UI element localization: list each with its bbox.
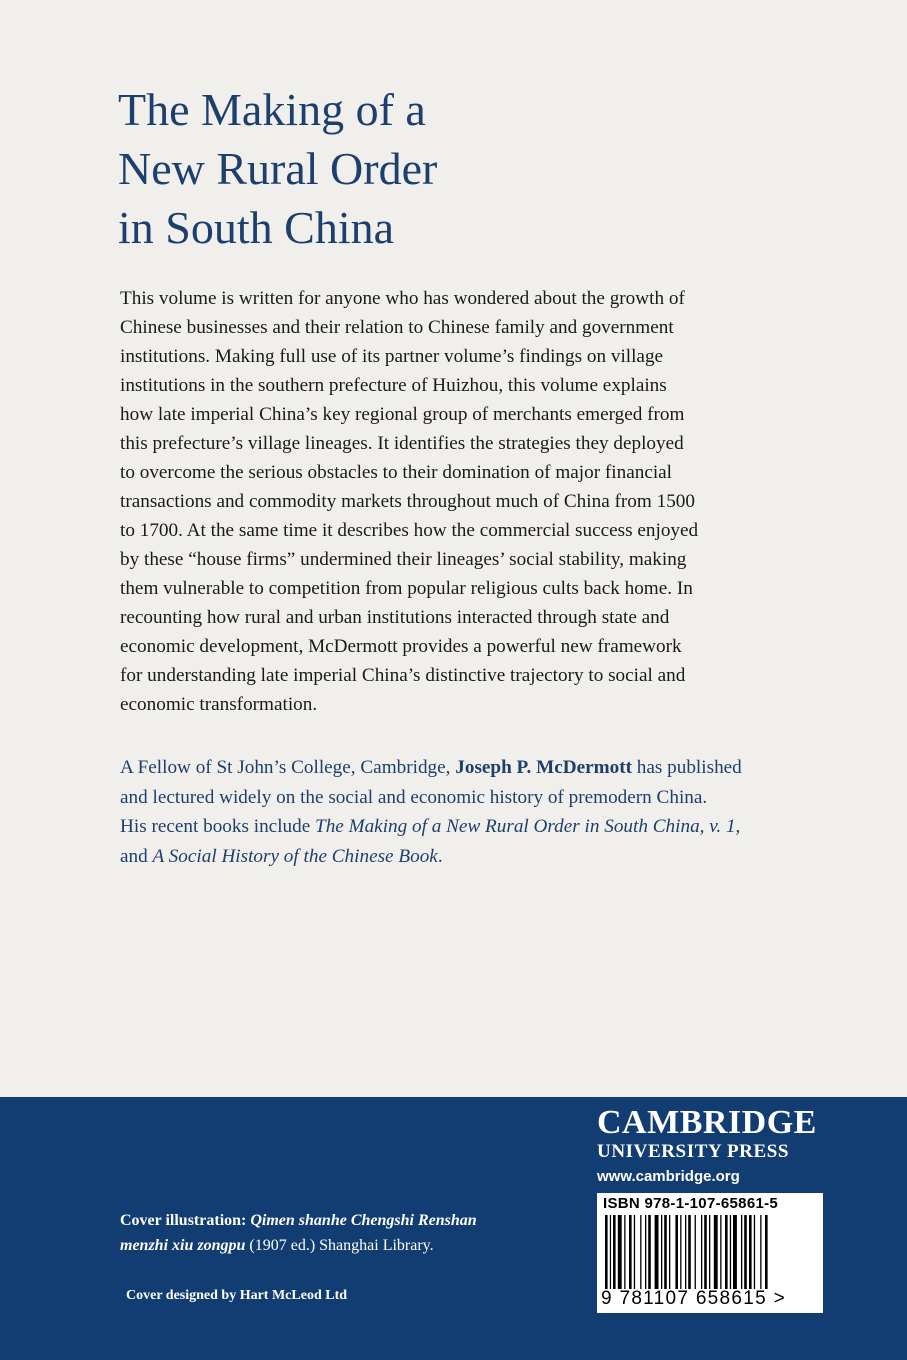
barcode-bar xyxy=(618,1215,622,1289)
author-name: Joseph P. McDermott xyxy=(455,757,632,778)
barcode-bar xyxy=(661,1215,662,1289)
credit-line xyxy=(120,1233,580,1258)
blurb-line: this prefecture’s village lineages. It identifies the strategies they deployed xyxy=(120,433,684,454)
publisher-url: www.cambridge.org xyxy=(597,1168,740,1185)
barcode-bar xyxy=(605,1215,608,1289)
publisher-name: CAMBRIDGE xyxy=(597,1104,817,1141)
book-description xyxy=(120,284,820,719)
barcode-bar xyxy=(624,1215,625,1289)
ean-digits: 9 781107 658615 > xyxy=(601,1288,786,1309)
barcode-bar xyxy=(760,1215,761,1289)
barcode-bar xyxy=(640,1215,641,1289)
blurb-line: to overcome the serious obstacles to their domination of major financial xyxy=(120,462,673,483)
barcode-bar xyxy=(701,1215,702,1289)
blurb-line: by these “house firms” undermined their lineages’ social stability, making xyxy=(120,549,687,570)
barcode-bar xyxy=(725,1215,728,1289)
blurb-line: them vulnerable to competition from popular religious cults back home. In xyxy=(120,578,693,599)
author-bio xyxy=(120,753,840,871)
book-title xyxy=(118,80,818,257)
barcode-bar xyxy=(610,1215,611,1289)
blurb-line: institutions. Making full use of its partner volume’s findings on village xyxy=(120,346,664,367)
book-title-ref: The Making of a New Rural Order in South China, v. 1 xyxy=(315,816,736,837)
barcode-bar xyxy=(733,1215,737,1289)
blurb-line: institutions in the southern prefecture of Huizhou, this volume explains xyxy=(120,375,667,396)
barcode-bar xyxy=(695,1215,696,1289)
blurb-line: for understanding late imperial China’s distinctive trajectory to social and xyxy=(120,665,686,686)
publisher-subname: UNIVERSITY PRESS xyxy=(597,1141,790,1162)
barcode-bar xyxy=(749,1215,752,1289)
title-line: in South China xyxy=(118,202,395,253)
barcode-bar xyxy=(714,1215,718,1289)
barcode-bar xyxy=(720,1215,721,1289)
cover-illustration-credit xyxy=(120,1208,580,1258)
bio-line xyxy=(120,812,840,842)
blurb-line: economic development, McDermott provides a powerful new framework xyxy=(120,636,682,657)
bio-text: A Fellow of St John’s College, Cambridge, xyxy=(120,757,456,778)
bio-text: . xyxy=(437,845,443,867)
publisher-band xyxy=(0,1097,907,1360)
isbn-label: ISBN 978-1-107-65861-5 xyxy=(603,1195,779,1212)
bio-text: has published xyxy=(631,757,742,778)
barcode-bar xyxy=(741,1215,742,1289)
blurb-line: Chinese businesses and their relation to Chinese family and government xyxy=(120,317,674,338)
blurb-line: This volume is written for anyone who has wondered about the growth of xyxy=(120,288,685,309)
blurb-line: how late imperial China’s key regional group of merchants emerged from xyxy=(120,404,685,425)
blurb-line: economic transformation. xyxy=(120,694,318,715)
barcode-bar xyxy=(648,1215,651,1289)
barcode-bar xyxy=(730,1215,731,1289)
title-line: New Rural Order xyxy=(118,143,438,194)
barcode-bar xyxy=(744,1215,747,1289)
credit-title: menzhi xiu zongpu xyxy=(120,1237,246,1254)
barcode-bar xyxy=(669,1215,670,1289)
credit-label: Cover illustration: xyxy=(120,1212,251,1229)
bio-line xyxy=(120,842,840,872)
barcode-bar xyxy=(613,1215,616,1289)
credit-title: Qimen shanhe Chengshi Renshan xyxy=(250,1212,477,1229)
barcode-bar xyxy=(688,1215,691,1289)
barcode-bar xyxy=(675,1215,678,1289)
barcode-bar xyxy=(680,1215,681,1289)
bio-text: His recent books include xyxy=(120,816,316,837)
barcode-bar xyxy=(655,1215,659,1289)
barcode-bar xyxy=(634,1215,635,1289)
title-line: The Making of a xyxy=(118,84,426,135)
publisher-logo xyxy=(597,1104,827,1185)
barcode-bar xyxy=(664,1215,667,1289)
credit-line xyxy=(120,1208,580,1233)
blurb-line: transactions and commodity markets throughout much of China from 1500 xyxy=(120,491,695,512)
designer-credit: Cover designed by Hart McLeod Ltd xyxy=(126,1288,348,1303)
barcode-bar xyxy=(645,1215,646,1289)
bio-text: , xyxy=(735,816,741,837)
barcode-bar xyxy=(765,1215,768,1289)
barcode-bar xyxy=(629,1215,632,1289)
barcode-bars xyxy=(605,1215,815,1289)
bio-text: and xyxy=(120,845,153,867)
blurb-line: recounting how rural and urban institutions interacted through state and xyxy=(120,607,670,628)
bio-line: and lectured widely on the social and economic history of premodern China. xyxy=(120,786,708,808)
bio-line xyxy=(120,753,840,783)
barcode-bar xyxy=(704,1215,707,1289)
book-title-ref: A Social History of the Chinese Book xyxy=(152,845,438,867)
blurb-line: to 1700. At the same time it describes how the commercial success enjoyed xyxy=(120,520,699,541)
barcode-bar xyxy=(709,1215,710,1289)
barcode-bar xyxy=(685,1215,686,1289)
barcode-bar xyxy=(754,1215,755,1289)
isbn-barcode xyxy=(597,1193,823,1313)
credit-source: (1907 ed.) Shanghai Library. xyxy=(245,1237,434,1254)
